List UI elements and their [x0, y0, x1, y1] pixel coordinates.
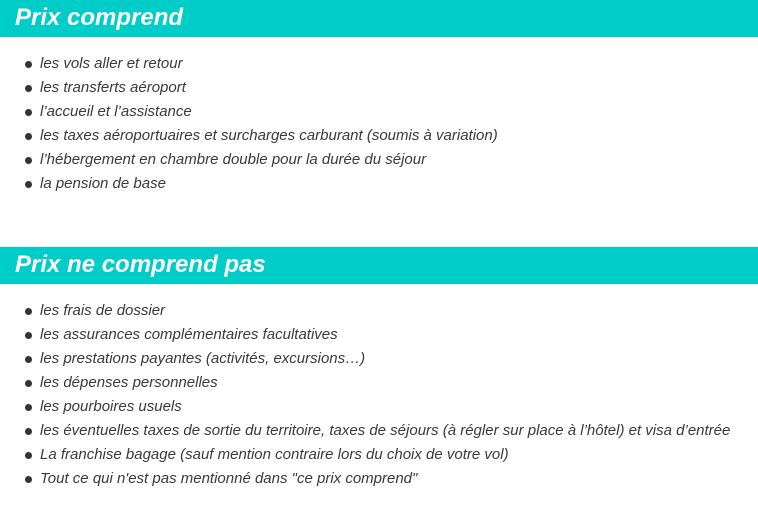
list-item-text: Tout ce qui n'est pas mentionné dans "ce prix comprend": [40, 470, 418, 487]
list-item-text: la pension de base: [40, 175, 166, 192]
list-item: [0, 299, 730, 323]
included-list: [0, 52, 498, 196]
list-item-text: les pourboires usuels: [40, 398, 182, 415]
list-item: [0, 100, 498, 124]
list-item: [0, 52, 498, 76]
list-item-text: La franchise bagage (sauf mention contraire lors du choix de votre vol): [40, 446, 509, 463]
bullet-icon: [25, 61, 32, 68]
bullet-icon: [25, 476, 32, 483]
list-item-text: les taxes aéroportuaires et surcharges carburant (soumis à variation): [40, 127, 498, 144]
list-item: [0, 323, 730, 347]
list-item-text: les dépenses personnelles: [40, 374, 218, 391]
list-item: [0, 76, 498, 100]
bullet-icon: [25, 452, 32, 459]
bullet-icon: [25, 356, 32, 363]
section-header-included: [0, 0, 758, 37]
bullet-icon: [25, 85, 32, 92]
list-item: [0, 467, 730, 491]
bullet-icon: [25, 308, 32, 315]
bullet-icon: [25, 109, 32, 116]
list-item-text: l’accueil et l’assistance: [40, 103, 192, 120]
list-item: [0, 148, 498, 172]
list-item: [0, 124, 498, 148]
list-item-text: l’hébergement en chambre double pour la durée du séjour: [40, 151, 427, 168]
list-item-text: les transferts aéroport: [40, 79, 186, 96]
bullet-icon: [25, 332, 32, 339]
list-item: [0, 371, 730, 395]
bullet-icon: [25, 181, 32, 188]
not-included-list: [0, 299, 730, 491]
list-item: [0, 443, 730, 467]
bullet-icon: [25, 380, 32, 387]
list-item-text: les vols aller et retour: [40, 55, 183, 72]
bullet-icon: [25, 404, 32, 411]
bullet-icon: [25, 133, 32, 140]
list-item: [0, 172, 498, 196]
list-item-text: les assurances complémentaires facultatives: [40, 326, 338, 343]
section-header-not-included: [0, 247, 758, 284]
list-item-text: les prestations payantes (activités, excursions…): [40, 350, 366, 367]
list-item: [0, 419, 730, 443]
list-item: [0, 395, 730, 419]
section-title: Prix comprend: [15, 4, 184, 31]
section-title: Prix ne comprend pas: [15, 251, 266, 278]
bullet-icon: [25, 428, 32, 435]
list-item-text: les frais de dossier: [40, 302, 166, 319]
list-item-text: les éventuelles taxes de sortie du territoire, taxes de séjours (à régler sur place à l’hôtel) et visa d’entrée: [40, 422, 731, 439]
list-item: [0, 347, 730, 371]
bullet-icon: [25, 157, 32, 164]
